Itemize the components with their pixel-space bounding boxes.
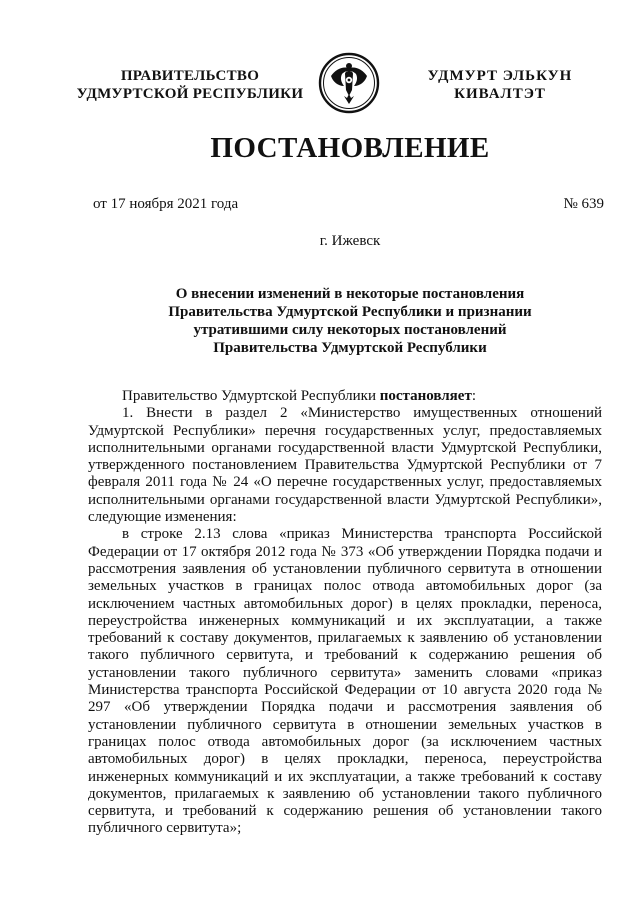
government-name-udmurt — [400, 67, 600, 103]
intro-end: : — [471, 388, 476, 404]
document-body — [88, 388, 602, 838]
intro-paragraph — [88, 388, 602, 405]
government-name-line2: УДМУРТСКОЙ РЕСПУБЛИКИ — [76, 86, 304, 102]
document-subject: О внесении изменений в некоторые постановления Правительства Удмуртской Республики и признании утратившими силу некоторых постановлений Правительства Удмуртской Республики — [168, 286, 532, 356]
document-number: № 639 — [563, 196, 604, 212]
government-name-line1: ПРАВИТЕЛЬСТВО — [120, 68, 260, 84]
subitem-paragraph: в строке 2.13 слова «приказ Министерства транспорта Российской Федерации от 17 октября 2012 года № 373 «Об утверждении Порядка подачи и рассмотрения заявления об установлении публичного сервитута в отношении земельных участков в границах полос отвода автомобильных дорог (за исключением частных автомобильных дорог) в целях прокладки, переноса, переустройства инженерных коммуникаций и их эксплуатации, а также требований к составу документов, прилагаемых к заявлению об установлении такого публичного сервитута, и требований к содержанию решения об установлении такого публичного сервитута» заменить словами «приказ Министерства транспорта Российской Федерации от 10 августа 2020 года № 297 «Об утверждении Порядка подачи и рассмотрения заявления об установлении публичного сервитута в отношении земельных участков в границах полос отвода автомобильных дорог (за исключением частных автомобильных дорог) в целях прокладки, переноса, переустройства инженерных коммуникаций и их эксплуатации, а также требований к составу документов, прилагаемых к заявлению об установлении такого публичного сервитута, и требований к содержанию решения об установлении такого публичного сервитута»; — [88, 526, 602, 837]
intro-bold-word: постановляет — [379, 388, 472, 404]
intro-text: Правительство Удмуртской Республики — [122, 388, 380, 404]
government-name-russian — [70, 67, 310, 103]
item-1-paragraph: 1. Внести в раздел 2 «Министерство имущественных отношений Удмуртской Республики» перечня государственных услуг, предоставляемых исполнительными органами государственной власти Удмуртской Республики, утвержденного постановлением Правительства Удмуртской Республики от 7 февраля 2011 года № 24 «О перечне государственных услуг, предоставляемых исполнительными органами государственной власти Удмуртской Республики», следующие изменения: — [88, 405, 602, 526]
udmurt-coat-of-arms-icon — [318, 52, 380, 114]
document-title: ПОСТАНОВЛЕНИЕ — [210, 132, 490, 164]
government-name-udmurt-line1: УДМУРТ ЭЛЬКУН — [427, 68, 573, 84]
document-date: от 17 ноября 2021 года — [93, 196, 239, 212]
government-name-udmurt-line2: КИВАЛТЭТ — [454, 86, 546, 102]
document-city: г. Ижевск — [319, 233, 381, 249]
